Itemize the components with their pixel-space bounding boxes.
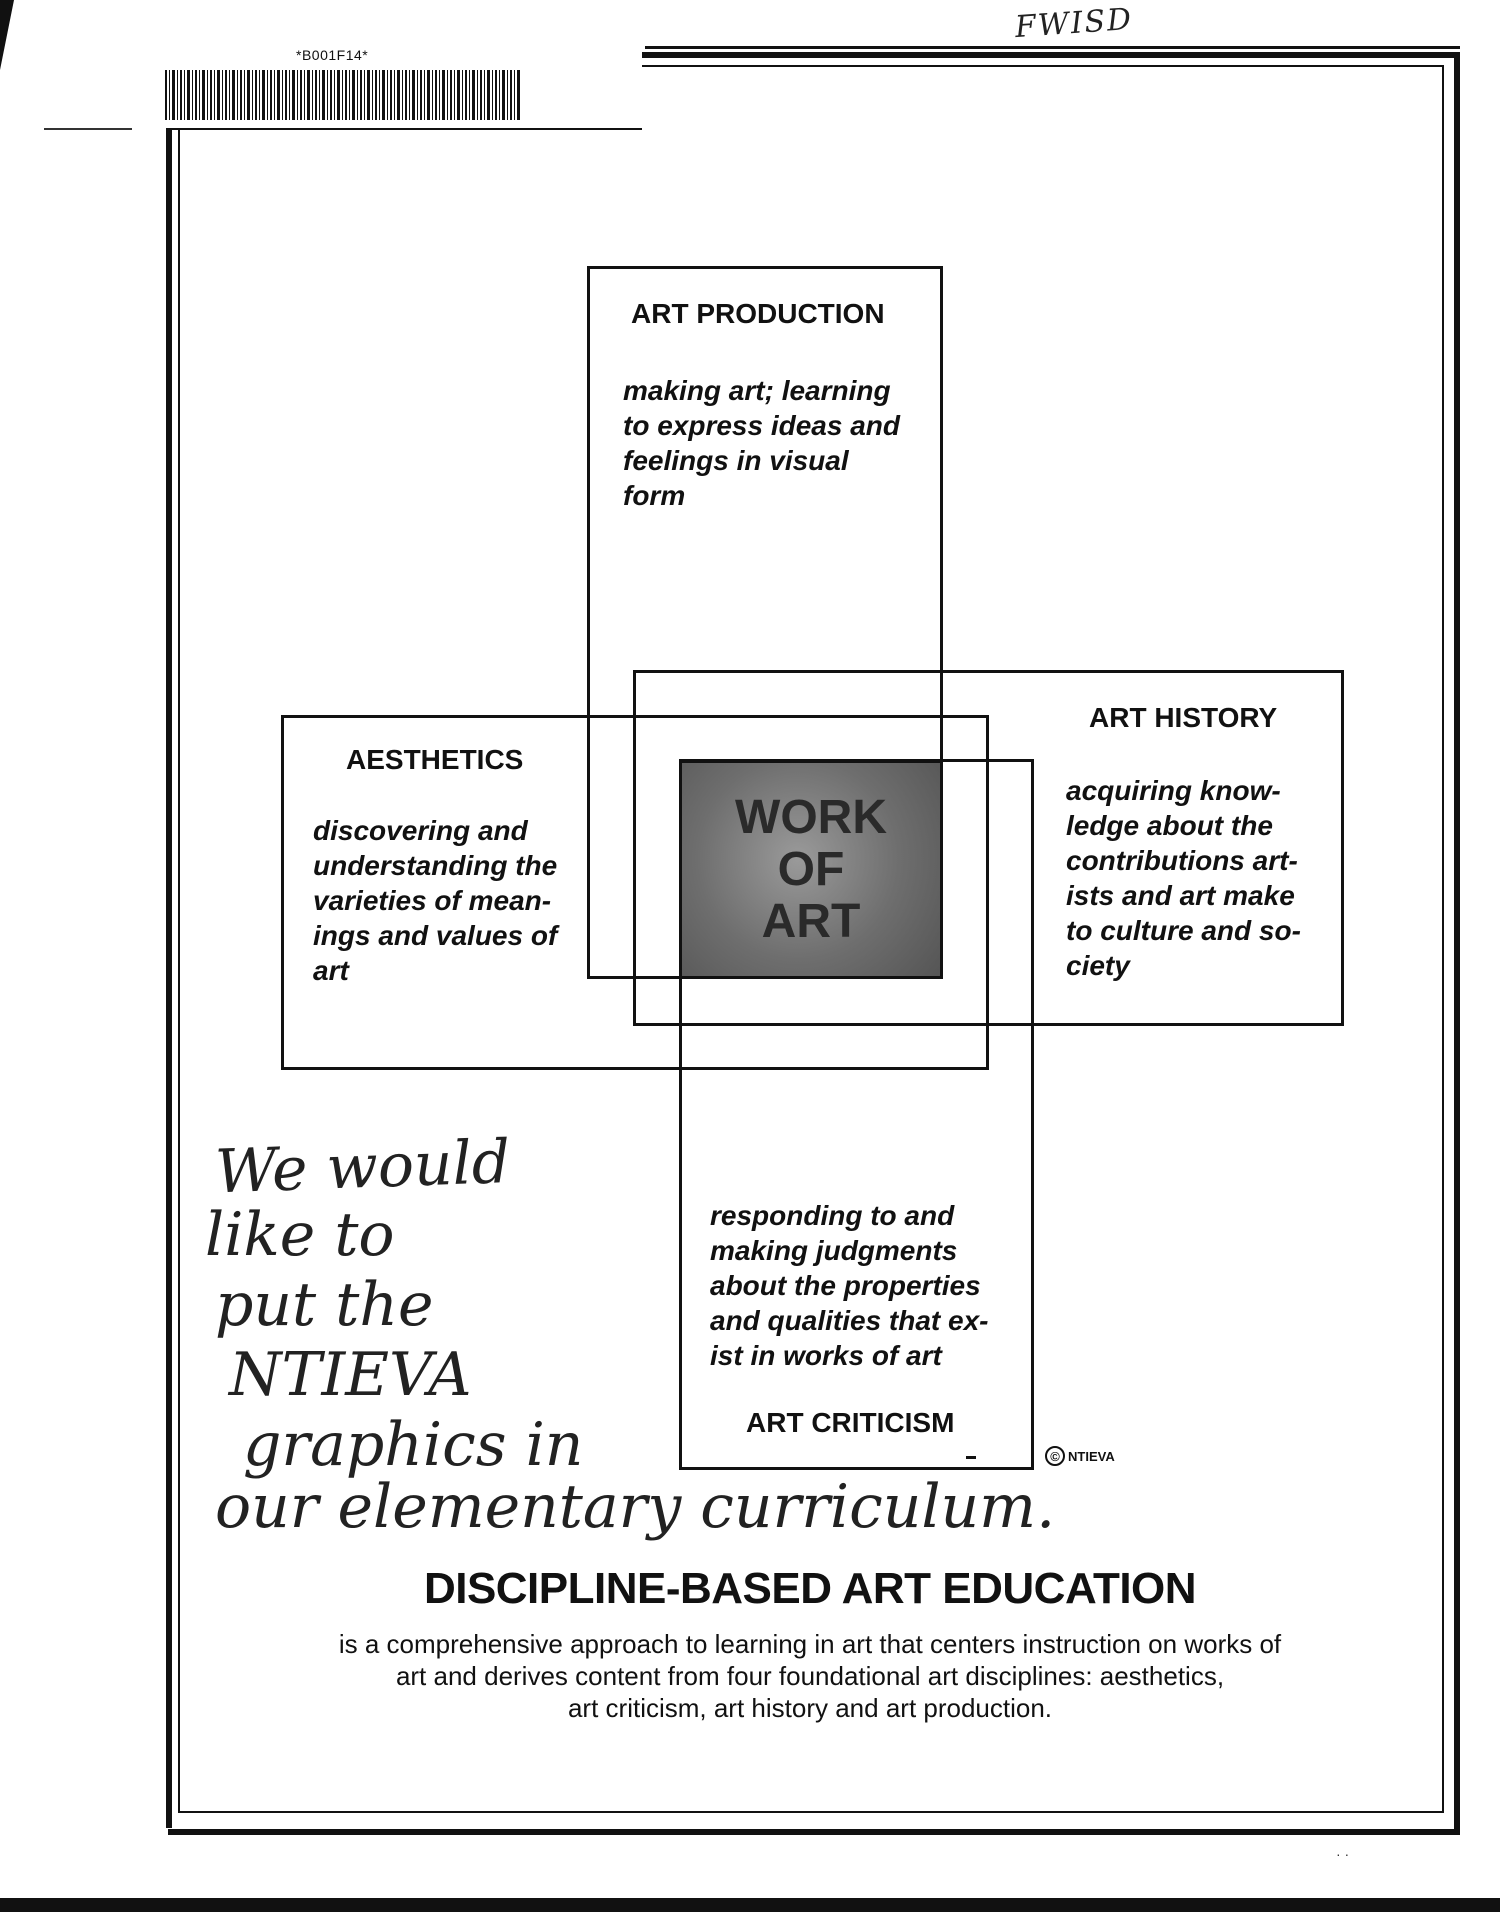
- desc-line: ists and art make: [1066, 880, 1295, 911]
- art-history-heading: ART HISTORY: [1089, 702, 1278, 733]
- work-of-art-line: WORK: [735, 790, 887, 844]
- desc-line: making art; learning: [623, 375, 891, 406]
- scan-corner-shadow: [0, 0, 14, 70]
- description-line: art criticism, art history and art production.: [567, 1693, 1053, 1723]
- desc-line: ciety: [1066, 950, 1130, 981]
- desc-line: discovering and: [313, 815, 528, 846]
- desc-line: contributions art-: [1066, 845, 1298, 876]
- barcode-label: *B001F14*: [296, 47, 369, 63]
- desc-line: acquiring know-: [1066, 775, 1281, 806]
- desc-line: to express ideas and: [623, 410, 901, 441]
- copyright-icon: ©: [1045, 1446, 1065, 1466]
- desc-line: art: [313, 955, 349, 986]
- desc-line: form: [623, 480, 686, 511]
- barcode-image: [165, 70, 520, 120]
- work-of-art-line: OF: [777, 842, 845, 896]
- art-criticism-heading: ART CRITICISM: [746, 1407, 955, 1438]
- note-line: NTIEVA: [229, 1340, 472, 1410]
- handwritten-code: FWISD: [1013, 1, 1135, 46]
- aesthetics-heading: AESTHETICS: [346, 744, 524, 775]
- copyright-notice: [1045, 1446, 1115, 1466]
- page-frame-top-left: [172, 128, 642, 130]
- dbae-title: DISCIPLINE-BASED ART EDUCATION: [423, 1564, 1197, 1613]
- scan-bottom-edge: [0, 1898, 1500, 1912]
- copyright-text: NTIEVA: [1068, 1448, 1115, 1464]
- desc-line: ings and values of: [313, 920, 558, 951]
- aesthetics-description: [313, 813, 575, 988]
- desc-line: varieties of mean-: [313, 885, 552, 916]
- scan-mark-line: [44, 128, 132, 130]
- note-line: We would: [213, 1127, 512, 1208]
- desc-line: ist in works of art: [710, 1340, 942, 1371]
- note-line: put the: [215, 1270, 434, 1340]
- desc-line: feelings in visual: [623, 445, 849, 476]
- desc-line: ledge about the: [1066, 810, 1273, 841]
- work-of-art-center: [679, 760, 943, 979]
- description-line: art and derives content from four foundational art disciplines: aesthetics,: [395, 1661, 1225, 1691]
- desc-line: and qualities that ex-: [710, 1305, 989, 1336]
- desc-line: making judgments: [710, 1235, 958, 1266]
- page-frame-top-rule: [645, 46, 1460, 49]
- art-production-description: [623, 373, 923, 513]
- desc-line: responding to and: [710, 1200, 955, 1231]
- page-frame-left: [166, 128, 172, 1828]
- description-line: is a comprehensive approach to learning in art that centers instruction on works of: [338, 1629, 1282, 1659]
- speck-mark: [966, 1456, 976, 1459]
- art-production-heading: ART PRODUCTION: [631, 298, 885, 329]
- handwritten-note: [205, 1127, 635, 1480]
- dbae-description: [200, 1628, 1420, 1724]
- art-history-description: [1066, 773, 1331, 983]
- handwritten-note-last-line: our elementary curriculum.: [215, 1472, 1056, 1542]
- note-line: graphics in: [243, 1410, 584, 1480]
- desc-line: to culture and so-: [1066, 915, 1301, 946]
- work-of-art-line: ART: [761, 894, 861, 948]
- desc-line: understanding the: [313, 850, 558, 881]
- scan-speck: · ·: [1336, 1846, 1350, 1862]
- desc-line: about the properties: [710, 1270, 981, 1301]
- art-criticism-description: [710, 1198, 1020, 1373]
- note-line: like to: [205, 1200, 395, 1270]
